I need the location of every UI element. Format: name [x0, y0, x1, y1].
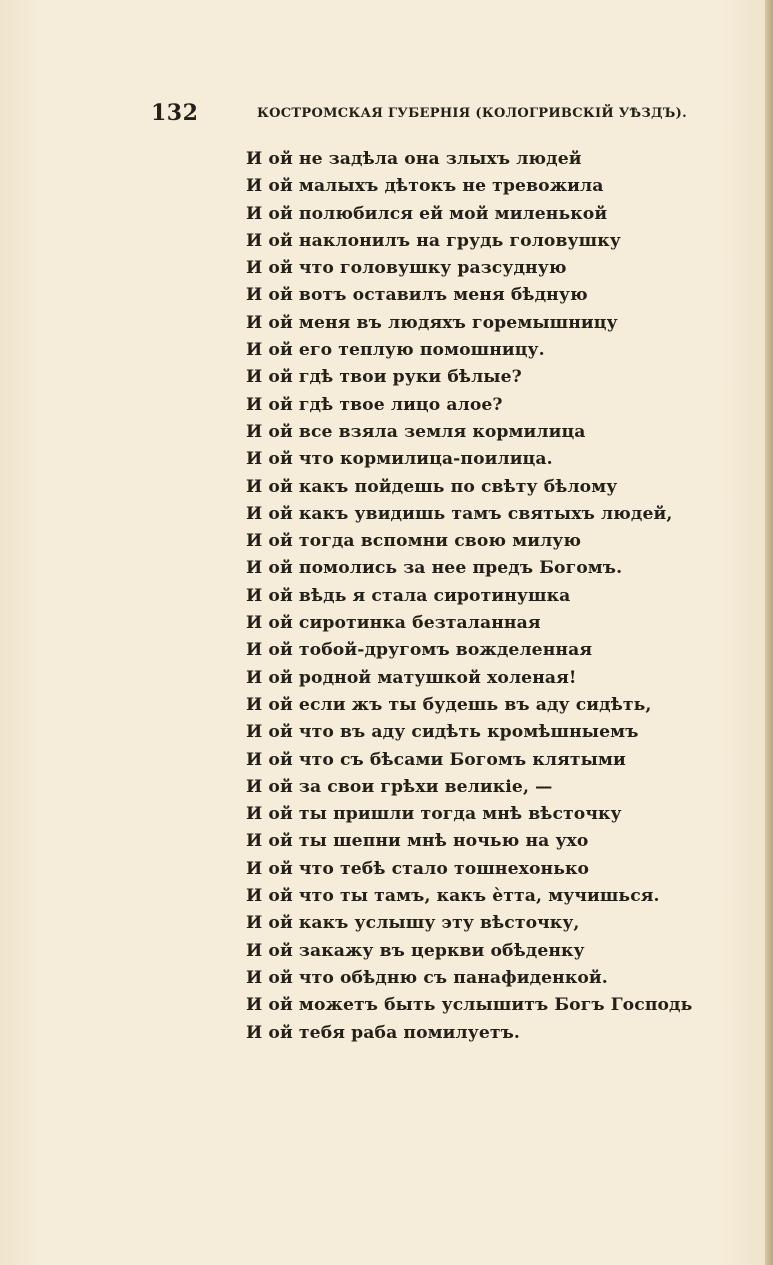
- poem-line: И ой полюбился ей мой миленькой: [246, 203, 608, 224]
- running-title: КОСТРОМСКАЯ ГУБЕРНІЯ (КОЛОГРИВСКІЙ УѢЗДЪ).: [257, 106, 687, 121]
- poem-line: И ой его теплую помошницу.: [246, 340, 545, 361]
- poem-line: И ой ты пришли тогда мнѣ вѣсточку: [246, 804, 622, 825]
- poem-line: И ой что въ аду сидѣть кромѣшныемъ: [246, 722, 639, 743]
- poem-line: И ой закажу въ церкви обѣденку: [246, 940, 585, 961]
- poem-line: И ой что головушку разсудную: [246, 258, 567, 279]
- poem-line: И ой что тебѣ стало тошнехонько: [246, 858, 590, 879]
- poem-line: И ой что съ бѣсами Богомъ клятыми: [246, 749, 626, 770]
- page-header: [151, 100, 687, 130]
- page-number: 132: [151, 100, 199, 126]
- poem-line: И ой какъ увидишь тамъ святыхъ людей,: [246, 503, 673, 524]
- poem-line: И ой что ты тамъ, какъ ѐтта, мучишься.: [246, 886, 660, 907]
- poem-line: И ой тебя раба помилуетъ.: [246, 1022, 520, 1043]
- poem-line: И ой можетъ быть услышитъ Богъ Господь: [246, 995, 693, 1016]
- poem-line: И ой если жъ ты будешь въ аду сидѣть,: [246, 694, 652, 715]
- poem-line: И ой сиротинка безталанная: [246, 613, 541, 634]
- poem-line: И ой малыхъ дѣтокъ не тревожила: [246, 176, 604, 197]
- poem-line: И ой родной матушкой холеная!: [246, 667, 577, 688]
- poem-line: И ой помолись за нее предъ Богомъ.: [246, 558, 623, 579]
- poem-line: И ой ты шепни мнѣ ночью на ухо: [246, 831, 589, 852]
- page-edge: [765, 0, 773, 1265]
- poem-line: И ой вѣдь я стала сиротинушка: [246, 585, 571, 606]
- poem-line: И ой за свои грѣхи великіе, —: [246, 776, 553, 797]
- poem-line: И ой что обѣдню съ панафиденкой.: [246, 967, 608, 988]
- poem-line: И ой гдѣ твое лицо алое?: [246, 394, 503, 415]
- poem-line: И ой какъ услышу эту вѣсточку,: [246, 913, 580, 934]
- poem-line: И ой что кормилица-поилица.: [246, 449, 553, 470]
- poem-text: [246, 146, 693, 1047]
- poem-line: И ой меня въ людяхъ горемышницу: [246, 312, 618, 333]
- poem-line: И ой все взяла земля кормилица: [246, 421, 586, 442]
- poem-line: И ой наклонилъ на грудь головушку: [246, 230, 621, 251]
- poem-line: И ой гдѣ твои руки бѣлые?: [246, 367, 522, 388]
- poem-line: И ой не задѣла она злыхъ людей: [246, 149, 582, 169]
- poem-line: И ой тобой-другомъ вожделенная: [246, 640, 593, 661]
- poem-line: И ой вотъ оставилъ меня бѣдную: [246, 285, 588, 306]
- poem-line: И ой какъ пойдешь по свѣту бѣлому: [246, 476, 618, 497]
- poem-line: И ой тогда вспомни свою милую: [246, 531, 582, 552]
